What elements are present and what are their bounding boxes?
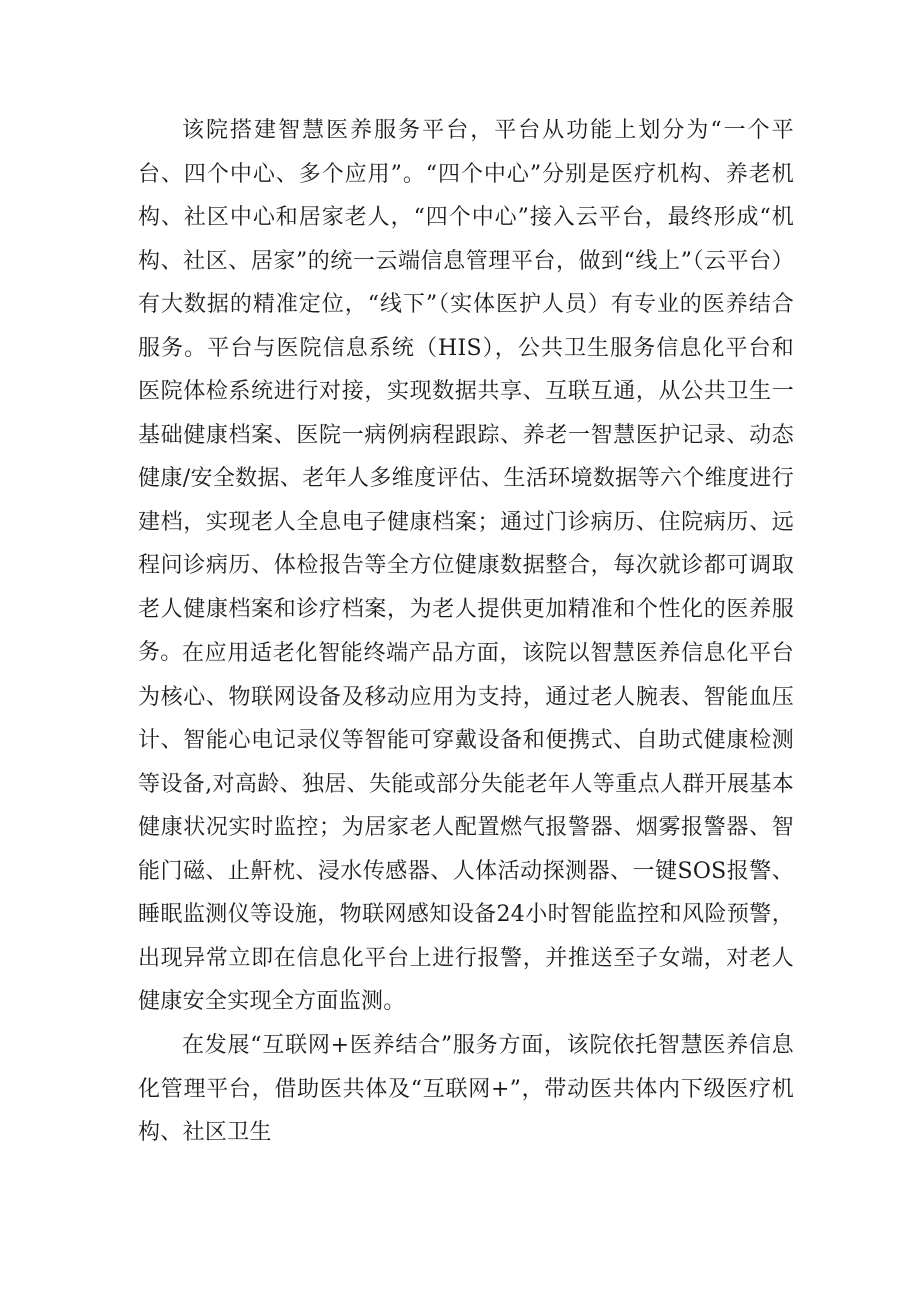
- paragraph-internet-plus: [138, 1024, 794, 1155]
- paragraph-text: 在发展“互联网+医养结合”服务方面，该院依托智慧医养信息化管理平台，借助医共体及“互联网+”，带动医共体内下级医疗机构、社区卫生: [138, 1033, 794, 1145]
- paragraph-text: 在应用适老化智能终端产品方面，该院以智慧医养信息化平台为核心、物联网设备及移动应用为支持，通过老人腕表、智能血压计、智能心电记录仪等智能可穿戴设备和便携式、自助式健康检测等设备,对高龄、独居、失能或部分失能老年人等重点人群开展基本健康状况实时监控；为居家老人配置燃气报警器、烟雾报警器、智能门磁、止鼾枕、浸水传感器、人体活动探测器、一键SOS报警、睡眠监测仪等设施，物联网感知设备24小时智能监控和风险预警，出现异常立即在信息化平台上进行报警，并推送至子女端，对老人健康安全实现全方面监测。: [138, 641, 794, 1014]
- paragraph-platform: [138, 109, 794, 675]
- paragraph-text: 该院搭建智慧医养服务平台，平台从功能上划分为“一个平台、四个中心、多个应用”。“四个中心”分别是医疗机构、养老机构、社区中心和居家老人，“四个中心”接入云平台，最终形成“机构、社区、居家”的统一云端信息管理平台，做到“线上”（云平台）有大数据的精准定位，“线下”（实体医护人员）有专业的医养结合服务。平台与医院信息系统（HIS），公共卫生服务信息化平台和医院体检系统进行对接，实现数据共享、互联互通，从公共卫生一基础健康档案、医院一病例病程跟踪、养老一智慧医护记录、动态健康/安全数据、老年人多维度评估、生活环境数据等六个维度进行建档，实现老人全息电子健康档案；通过门诊病历、住院病历、远程问诊病历、体检报告等全方位健康数据整合，每次就诊都可调取老人健康档案和诊疗档案，为老人提供更加精准和个性化的医养服务。: [138, 118, 794, 665]
- paragraph-smart-devices: [138, 632, 794, 1024]
